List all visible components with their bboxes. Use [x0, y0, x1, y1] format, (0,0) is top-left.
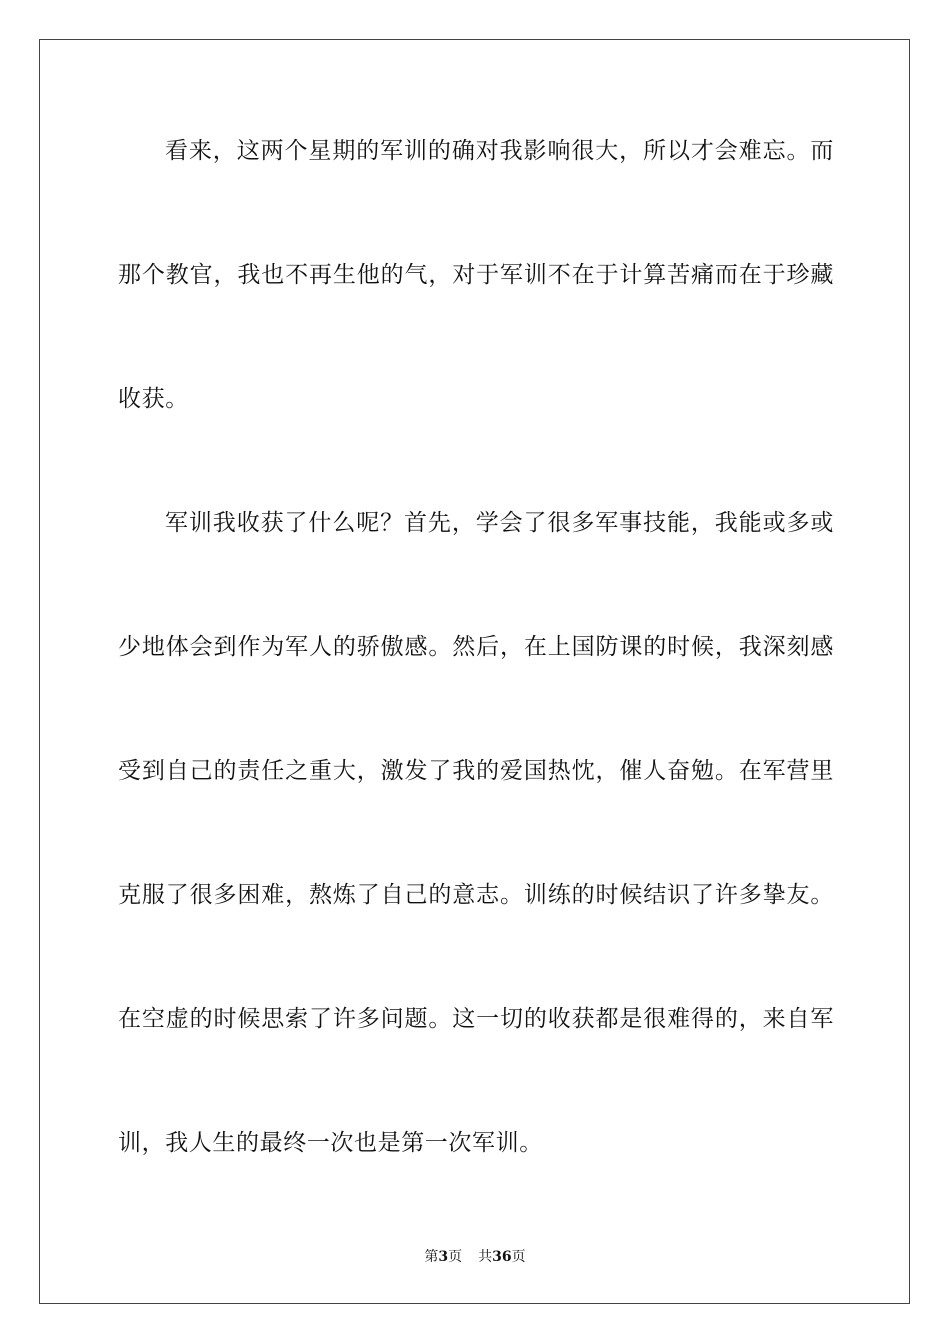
body-line-8: 在空虚的时候思索了许多问题。这一切的收获都是很难得的，来自军: [118, 1006, 834, 1032]
footer-page-number: 3: [438, 1249, 449, 1265]
body-line-6: 受到自己的责任之重大，激发了我的爱国热忱，催人奋勉。在军营里: [118, 758, 834, 784]
footer-total-prefix: 共: [478, 1249, 493, 1265]
body-line-4: 军训我收获了什么呢？首先，学会了很多军事技能，我能或多或: [165, 510, 834, 536]
body-line-1: 看来，这两个星期的军训的确对我影响很大，所以才会难忘。而: [165, 138, 834, 164]
body-line-3: 收获。: [118, 386, 189, 412]
body-line-9: 训，我人生的最终一次也是第一次军训。: [118, 1130, 543, 1156]
footer-total-suffix: 页: [511, 1249, 526, 1265]
page-border: [39, 39, 910, 1304]
body-line-5: 少地体会到作为军人的骄傲感。然后，在上国防课的时候，我深刻感: [118, 634, 834, 660]
footer-total-number: 36: [492, 1249, 512, 1265]
page-footer: [0, 1248, 950, 1266]
body-line-7: 克服了很多困难，熬炼了自己的意志。训练的时候结识了许多挚友。: [118, 882, 834, 908]
body-line-2: 那个教官，我也不再生他的气，对于军训不在于计算苦痛而在于珍藏: [118, 262, 834, 288]
footer-page-prefix: 第: [424, 1249, 439, 1265]
footer-page-suffix: 页: [448, 1249, 463, 1265]
